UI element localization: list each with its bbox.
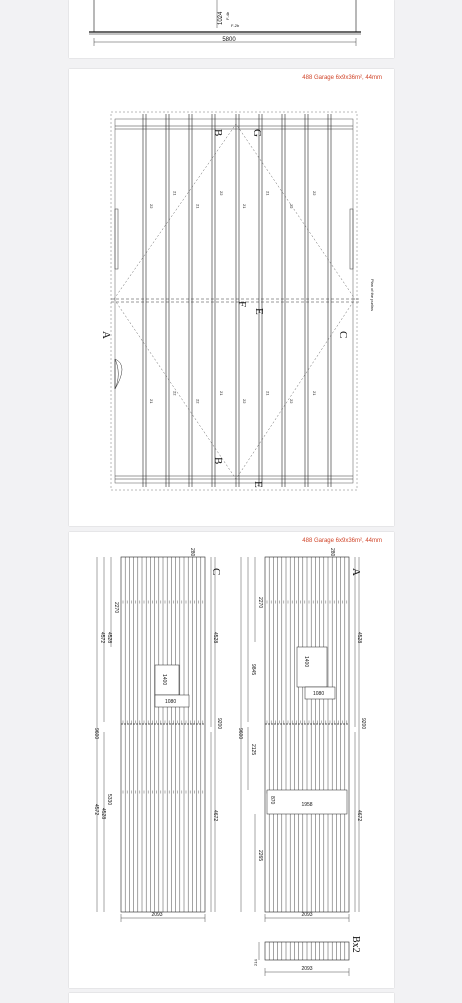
rafter bbox=[328, 114, 331, 487]
wall-left-dim-2270: 2270 bbox=[113, 602, 119, 614]
section-letter-f: F bbox=[236, 301, 248, 308]
wall-right-dim-4672: 4672 bbox=[356, 810, 362, 822]
purlin-label: 22 bbox=[149, 204, 154, 209]
section-letter-e-bottom: E bbox=[252, 481, 264, 488]
wall-right-dim-top: 280 bbox=[329, 548, 335, 557]
wall-right-dim-9200: 9200 bbox=[360, 718, 366, 730]
purlin-label: 21 bbox=[195, 204, 201, 209]
purlin-label: 22 bbox=[172, 391, 178, 396]
wall-right-dim-2270: 2270 bbox=[257, 597, 263, 609]
dim-5800: 5800 bbox=[222, 37, 236, 43]
drawing-sheet-next bbox=[69, 993, 394, 1003]
wall-left-dim-4672: 4672 bbox=[212, 810, 218, 822]
purlin-label: 21 bbox=[265, 191, 271, 196]
section-letter-c: C bbox=[337, 331, 349, 339]
wall-letter-c: C bbox=[210, 568, 222, 576]
section-letter-b-top: B bbox=[212, 129, 224, 137]
purlin-label: 22 bbox=[218, 191, 224, 196]
sheet-header-plan: 488 Garage 6x9x36m², 44mm bbox=[302, 75, 382, 81]
purlin-label: 21 bbox=[242, 204, 248, 209]
wall-letter-a: A bbox=[350, 568, 362, 576]
section-letter-e: E bbox=[253, 308, 265, 315]
rafter bbox=[305, 114, 308, 487]
top-drawing bbox=[69, 0, 394, 58]
wall-left-dim-4528-right: 4528 bbox=[212, 632, 218, 644]
wall-right-dim-1958: 1958 bbox=[301, 802, 313, 808]
rafter bbox=[166, 114, 169, 487]
rafter bbox=[282, 114, 285, 487]
label-f2b: F-2b bbox=[231, 23, 240, 28]
wall-left-dim-4572-lower: 4572 bbox=[93, 804, 99, 816]
dim-1024: 1024 bbox=[218, 11, 224, 25]
purlin-label: 21 bbox=[312, 391, 318, 396]
rafter bbox=[259, 114, 262, 487]
wall-right-dim-9600: 9600 bbox=[237, 728, 243, 740]
purlin-label: 22 bbox=[312, 191, 318, 196]
rafter bbox=[143, 114, 146, 487]
wall-left-dim-top: 280 bbox=[189, 548, 195, 557]
gable-dim-2093: 2093 bbox=[301, 966, 313, 972]
gable-dim-214: 214 bbox=[253, 959, 258, 966]
purlin-label: 22 bbox=[288, 204, 294, 209]
plan-side-label: Plan of the purlins bbox=[370, 279, 375, 312]
wall-right-dim-9845: 9845 bbox=[250, 664, 256, 676]
section-letter-a: A bbox=[100, 331, 112, 339]
wall-left-dim-4528-inner: 4528 bbox=[106, 632, 112, 644]
wall-right-dim-2125: 2125 bbox=[250, 744, 256, 756]
purlin-label: 21 bbox=[149, 399, 154, 404]
purlin-label: 22 bbox=[195, 399, 201, 404]
gable-letter-bx2: Bx2 bbox=[350, 936, 361, 953]
wall-right-dim-2265: 2265 bbox=[257, 850, 263, 862]
wall-left-dim-5330: 5330 bbox=[106, 794, 112, 806]
sheet-header-walls: 488 Garage 6x9x36m², 44mm bbox=[302, 538, 382, 544]
wall-left-dim-4528-lower: 4528 bbox=[100, 808, 106, 820]
section-letter-g-top: G bbox=[251, 129, 263, 137]
wall-left-dim-1400: 1400 bbox=[161, 674, 167, 686]
wall-right-dim-4528: 4528 bbox=[356, 632, 362, 644]
wall-left-dim-9600: 9600 bbox=[93, 728, 99, 740]
purlin-label: 22 bbox=[288, 399, 294, 404]
wall-right-dim-870: 870 bbox=[269, 796, 275, 805]
purlin-label: 21 bbox=[265, 391, 271, 396]
drawing-sheet-walls bbox=[69, 532, 394, 988]
wall-right-dim-1080: 1080 bbox=[313, 691, 325, 697]
purlin-label: 21 bbox=[172, 191, 178, 196]
section-letter-b-bottom: B bbox=[212, 457, 224, 465]
wall-right-dim-1400: 1400 bbox=[303, 656, 309, 668]
rafter bbox=[212, 114, 215, 487]
drawing-sheet-top bbox=[69, 0, 394, 58]
wall-left-dim-4572-inner: 4572 bbox=[99, 632, 105, 644]
purlin-label: 22 bbox=[242, 399, 248, 404]
wall-left-dim-1080: 1080 bbox=[165, 699, 177, 705]
drawing-sheet-plan bbox=[69, 69, 394, 526]
wall-elevations-drawing bbox=[69, 532, 394, 988]
wall-right-dim-bottom: 2093 bbox=[301, 912, 313, 918]
label-f4b: F-4b bbox=[225, 11, 230, 20]
wall-left-dim-9200: 9200 bbox=[216, 718, 222, 730]
purlin-label: 21 bbox=[218, 391, 224, 396]
rafter bbox=[189, 114, 192, 487]
wall-left-dim-bottom: 2093 bbox=[151, 912, 163, 918]
purlin-plan-drawing bbox=[69, 69, 394, 526]
